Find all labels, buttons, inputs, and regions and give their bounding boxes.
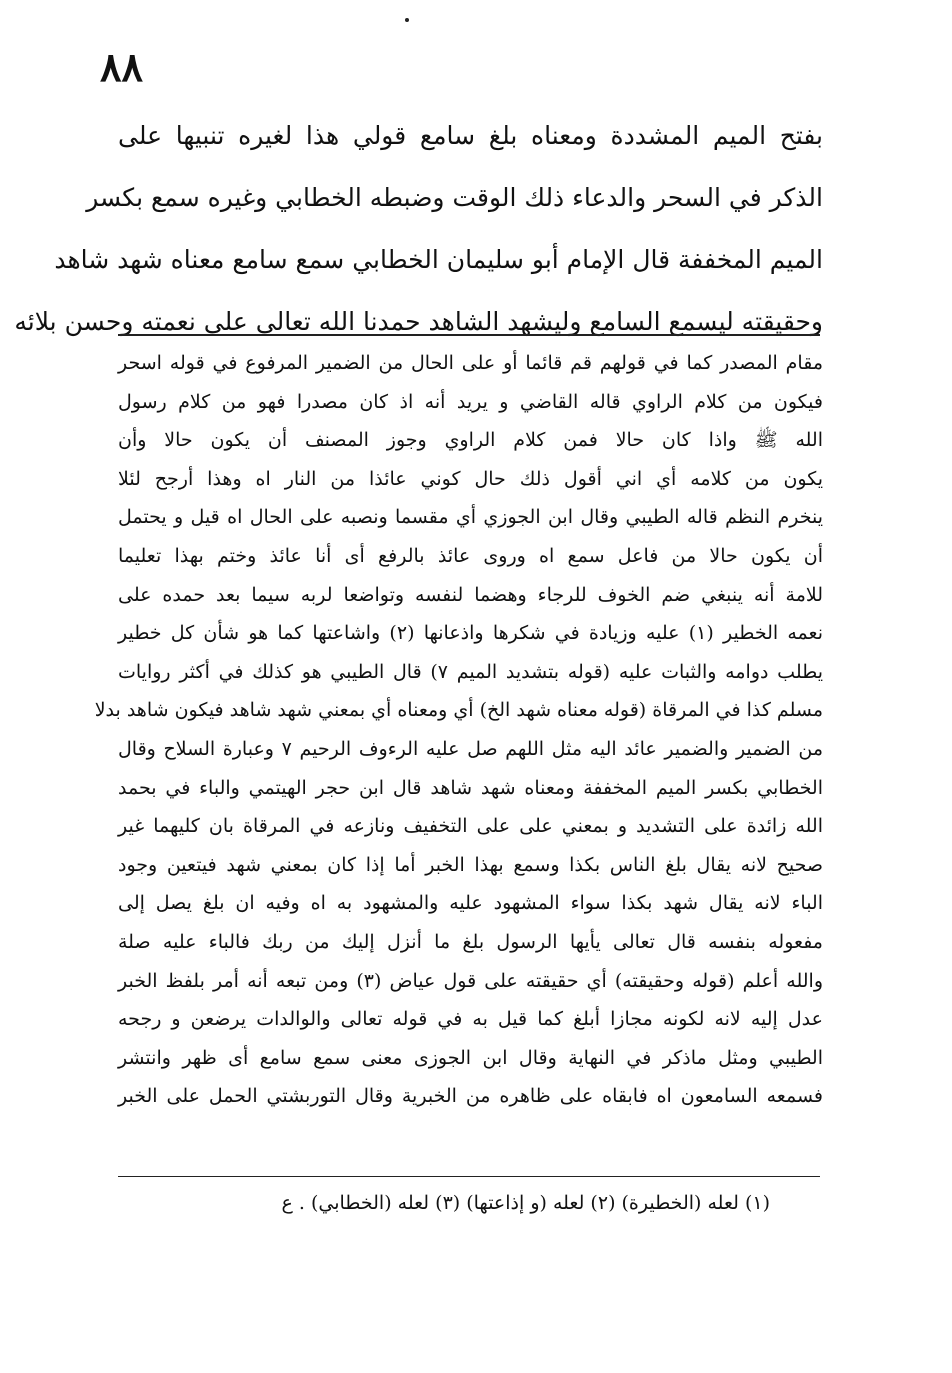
commentary-line: من الضمير والضمير عائد اليه مثل اللهم صل عليه الرءوف الرحيم ٧ وعبارة السلاح وقال xyxy=(118,737,824,760)
commentary-line: فسمعه السامعون اه فابقاه على ظاهره من الخبرية وقال التوربشتي الحمل على الخبر xyxy=(118,1085,823,1108)
main-text-line: وحقيقته ليسمع السامع وليشهد الشاهد حمدنا الله تعالى على نعمته وحسن بلائه xyxy=(14,307,823,336)
main-text-line: الذكر في السحر والدعاء ذلك الوقت وضبطه الخطابي وغيره سمع بكسر xyxy=(86,183,823,212)
main-commentary-divider xyxy=(118,334,820,336)
commentary-line: صحيح لانه يقال بلغ الناس بكذا وسمع بهذا الخبر أما إذا كان بمعني شهد فيتعين وجود xyxy=(118,853,823,876)
commentary-line: الله ﷺ واذا كان حالا فمن كلام الراوي وجوز المصنف أن يكون حالا وأن xyxy=(118,429,823,452)
commentary-line: للامة أنه ينبغي ضم الخوف للرجاء وهضما لنفسه وتواضعا لربه سيما بعد حمده على xyxy=(118,583,823,606)
commentary-line: يطلب دوامه والثبات عليه (قوله بتشديد الميم ٧) قال الطيبي هو كذلك في أكثر روايات xyxy=(118,660,824,683)
commentary-line: مفعوله بنفسه قال تعالى يأيها الرسول بلغ ما أنزل إليك من ربك فالباء عليه صلة xyxy=(118,930,823,953)
footnote-divider xyxy=(118,1176,820,1177)
commentary-block xyxy=(94,344,824,1116)
commentary-line: مسلم كذا في المرقاة (قوله معناه شهد الخ) أي ومعناه أي بمعني شهد شاهد فيكون شاهد بدلا xyxy=(94,699,823,722)
commentary-line: فيكون من كلام الراوي قاله القاضي و يريد أنه اذ كان مصدرا فهو من كلام رسول xyxy=(118,390,823,413)
commentary-line: والله أعلم (قوله وحقيقته) أي حقيقته على قول عياض (٣) ومن تبعه أنه أمر بلفظ الخبر xyxy=(118,969,823,992)
footnote: (١) لعله (الخطيرة) (٢) لعله (و إذاعتها) (٣) لعله (الخطابي) . ع xyxy=(281,1192,770,1214)
commentary-line: يكون من كلامه أي اني أقول ذلك حال كوني عائذا من النار اه وهذا أرجح لئلا xyxy=(118,467,823,490)
main-text-block xyxy=(14,105,823,353)
main-text-line: الميم المخففة قال الإمام أبو سليمان الخطابي سمع سامع معناه شهد شاهد xyxy=(54,245,823,274)
commentary-line: عدل إليه لانه لكونه مجازا أبلغ كما قيل به في قوله تعالى والوالدات يرضعن و رجحه xyxy=(118,1008,823,1031)
commentary-line: أن يكون حالا من فاعل سمع اه وروى عائذ بالرفع أى أنا عائذ وختم بهذا تعليما xyxy=(118,544,823,567)
main-text-line: بفتح الميم المشددة ومعناه بلغ سامع قولي هذا لغيره تنبيها على xyxy=(118,121,823,150)
commentary-line: الله زائدة على التشديد و بمعني على على التخفيف ونازعه في المرقاة بان كليهما غير xyxy=(118,815,823,838)
commentary-line: نعمه الخطير (١) عليه وزيادة في شكرها واذعانها (٢) واشاعتها كما هو شأن كل خطير xyxy=(118,622,823,645)
page-number: ٨٨ xyxy=(100,44,143,91)
top-dot-mark xyxy=(405,18,409,22)
commentary-line: الطيبي ومثل ماذكر في النهاية وقال ابن الجوزى معنى سمع سامع أى ظهر وانتشر xyxy=(118,1046,823,1069)
commentary-line: الخطابي بكسر الميم المخففة ومعناه شهد شاهد قال ابن حجر الهيتمي والباء في بحمد xyxy=(118,776,823,799)
commentary-line: ينخرم النظم قاله الطيبي وقال ابن الجوزي أي مقسما ونصبه على الحال اه قيل و يحتمل xyxy=(118,506,823,529)
commentary-line: الباء لانه يقال شهد بكذا سواء المشهود عليه والمشهود به اه وفيه ان بلغ يصل إلى xyxy=(118,892,823,915)
commentary-line: مقام المصدر كما في قولهم قم قائما أو على الحال من الضمير المرفوع في قوله اسحر xyxy=(118,352,823,374)
